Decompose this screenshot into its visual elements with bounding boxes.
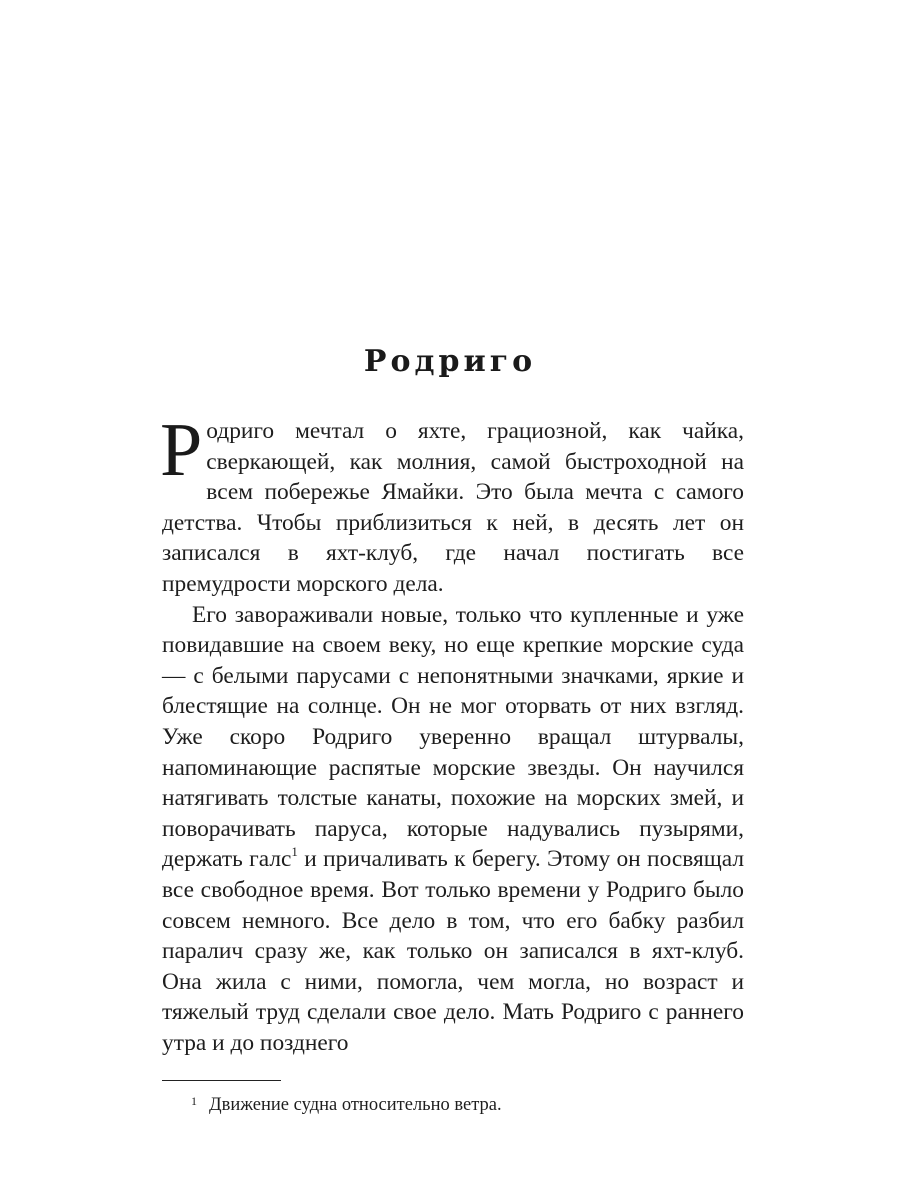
footnote-text: Движение судна относительно ветра. bbox=[209, 1095, 502, 1115]
paragraph-2 bbox=[162, 600, 744, 1059]
chapter-body bbox=[160, 408, 744, 1058]
paragraph-1 bbox=[160, 408, 744, 600]
footnote bbox=[191, 1093, 502, 1118]
chapter-title: Родриго bbox=[363, 344, 537, 379]
footnote-number: 1 bbox=[191, 1094, 197, 1108]
footnote-reference: 1 bbox=[291, 843, 298, 859]
paragraph-2-text-end: и причаливать к берегу. Этому он посвящал все свободное время. Вот только времени у Родриго было совсем немного. Все дело в том, что его бабку разбил паралич сразу же, как только он записался в яхт-клуб. Она жила с ними, помогла, чем могла, но возраст и тяжелый труд сделали свое дело. Мать Родриго с раннего утра и до позднего bbox=[162, 846, 744, 1056]
footnote-divider bbox=[162, 1080, 281, 1081]
paragraph-2-text-start: Его завораживали новые, только что купленные и уже повидавшие на своем веку, но еще крепкие морские суда — с белыми парусами с непонятными значками, яркие и блестящие на солнце. Он не мог оторвать от них взгляд. Уже скоро Родриго уверенно вращал штурвалы, напоминающие распятые морские звезды. Он научился натягивать толстые канаты, похожие на морских змей, и поворачивать паруса, которые надувались пузырями, держать галс bbox=[162, 601, 744, 873]
drop-cap: Р bbox=[160, 408, 203, 492]
paragraph-1-text: одриго мечтал о яхте, грациозной, как чайка, сверкающей, как молния, самой быстроходной на всем побережье Ямайки. Это была мечта с самого детства. Чтобы приблизиться к ней, в десять лет он записался в яхт-клуб, где начал постигать все премудрости морского дела. bbox=[162, 418, 744, 597]
